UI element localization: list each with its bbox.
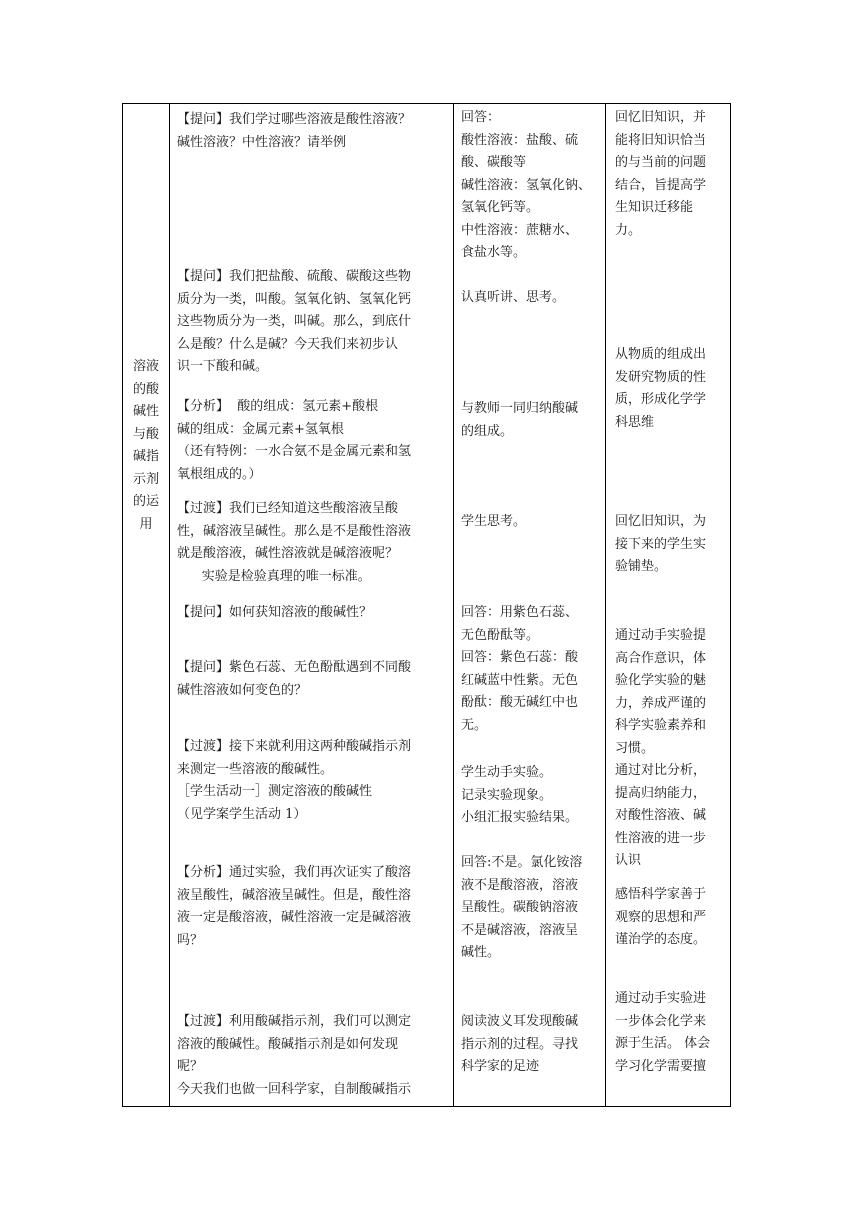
intent-block-1	[615, 107, 727, 242]
text-line: 认真听讲、思考。	[461, 290, 566, 305]
text-line: 从物质的组成出	[615, 347, 707, 362]
text-line: （还有特例：一水合氨不是金属元素和氢	[177, 444, 412, 459]
text-line: 识一下酸和碱。	[177, 359, 269, 374]
text-line: 接下来的学生实	[615, 536, 707, 552]
text-line: 认识	[615, 853, 642, 868]
text-line: 红碱蓝中性紫。无色	[461, 672, 579, 688]
text-line: 碱的组成：金属元素+氢氧根	[177, 421, 344, 437]
text-line: 通过动手实验进	[615, 991, 707, 1006]
text-line: 回忆旧知识，为	[615, 514, 707, 529]
text-line: 就是酸溶液，碱性溶液就是碱溶液呢？	[177, 546, 399, 561]
text-line: 【提问】紫色石蕊、无色酚酞遇到不同酸	[177, 660, 412, 675]
text-line: 碱性。	[461, 945, 501, 960]
text-line: 小组汇报实验结果。	[461, 810, 579, 825]
text-line: 氢氧化钙等。	[461, 200, 540, 215]
student-block-4	[461, 511, 605, 534]
text-line: 感悟科学家善于	[615, 887, 707, 902]
text-line: 食盐水等。	[461, 245, 527, 260]
text-line: 的组成。	[461, 423, 514, 439]
text-line: 溶液的酸碱性。酸碱指示剂是如何发现	[177, 1036, 399, 1052]
text-line: 一步体会化学来	[615, 1013, 707, 1029]
text-line: 科学实验素养和	[615, 718, 707, 733]
topic-line: 示剂	[132, 471, 159, 487]
text-line: 阅读波义耳发现酸碱	[461, 1014, 579, 1029]
teacher-block-4	[177, 498, 453, 588]
text-line: 谨治学的态度。	[615, 932, 707, 947]
text-line: 实验是检验真理的唯一标准。	[177, 568, 371, 584]
text-line: 回忆旧知识，并	[615, 110, 707, 125]
text-line: 回答：紫色石蕊：酸	[461, 650, 579, 665]
text-line: 生知识迁移能	[615, 200, 694, 215]
intent-block-5	[615, 884, 727, 952]
teacher-block-2	[177, 266, 453, 379]
text-line: 性，碱溶液呈碱性。那么是不是酸性溶液	[177, 523, 412, 539]
text-line: 酸、碳酸等	[461, 155, 527, 170]
text-line: 呈酸性。碳酸钠溶液	[461, 900, 579, 915]
text-line: 能将旧知识恰当	[615, 132, 707, 148]
text-line: 碱性溶液如何变色的？	[177, 682, 308, 698]
student-block-3	[461, 398, 605, 443]
student-block-1	[461, 107, 605, 265]
text-line: 中性溶液：蔗糖水、	[461, 222, 579, 238]
text-line: 力。	[615, 222, 642, 238]
text-line: 质分为一类，叫酸。氢氧化钠、氢氧化钙	[177, 291, 412, 307]
text-line: （见学案学生活动 1）	[177, 806, 307, 822]
teacher-block-6	[177, 657, 453, 702]
column-divider	[605, 104, 606, 1106]
text-line: 与教师一同归纳酸碱	[461, 401, 579, 416]
text-line: 今天我们也做一回科学家，自制酸碱指示	[177, 1081, 412, 1097]
student-block-7	[461, 852, 605, 965]
text-line: 氧根组成的。）	[177, 466, 262, 482]
text-line: 液呈酸性，碱溶液呈碱性。但是，酸性溶	[177, 887, 412, 903]
text-line: 无。	[461, 717, 488, 733]
text-line: 液不是酸溶液，溶液	[461, 877, 579, 893]
teacher-block-8	[177, 862, 453, 952]
text-line: 液一定是酸溶液，碱性溶液一定是碱溶液	[177, 910, 412, 925]
text-line: 【过渡】我们已经知道这些酸溶液呈酸	[177, 501, 399, 516]
text-line: 【提问】我们学过哪些溶液是酸性溶液？	[177, 112, 412, 127]
teacher-block-7	[177, 736, 453, 826]
text-line: 科思维	[615, 414, 655, 430]
text-line: 回答：用紫色石蕊、	[461, 605, 579, 620]
teacher-block-5	[177, 602, 453, 625]
text-line: 无色酚酞等。	[461, 627, 540, 643]
text-line: 不是碱溶液，溶液呈	[461, 922, 579, 938]
student-block-5	[461, 602, 605, 737]
topic-line: 碱指	[132, 449, 159, 464]
text-line: 对酸性溶液、碱	[615, 808, 707, 823]
lesson-table	[122, 103, 731, 1107]
intent-block-4	[615, 625, 727, 873]
intent-block-6	[615, 988, 727, 1078]
text-line: 提高归纳能力，	[615, 785, 707, 801]
text-line: 回答:不是。氯化铵溶	[461, 855, 583, 870]
text-line: 通过对比分析，	[615, 763, 707, 778]
student-block-8	[461, 1011, 605, 1079]
teacher-block-1	[177, 109, 453, 154]
text-line: 酸性溶液：盐酸、硫	[461, 132, 579, 148]
text-line: 吗？	[177, 932, 204, 948]
text-line: 【提问】如何获知溶液的酸碱性？	[177, 605, 373, 620]
student-block-2	[461, 287, 605, 310]
text-line: 碱性溶液：氢氧化钠、	[461, 177, 592, 193]
text-line: 【分析】通过实验，我们再次证实了酸溶	[177, 865, 412, 880]
text-line: 指示剂的过程。寻找	[461, 1036, 579, 1052]
text-line: 【提问】我们把盐酸、硫酸、碳酸这些物	[177, 269, 412, 284]
text-line: 通过动手实验提	[615, 628, 707, 643]
text-line: 结合，旨提高学	[615, 177, 707, 193]
text-line: 【过渡】利用酸碱指示剂，我们可以测定	[177, 1014, 412, 1029]
text-line: 科学家的足迹	[461, 1059, 540, 1074]
text-line: 学生思考。	[461, 514, 527, 529]
topic-line: 溶液	[132, 359, 159, 374]
text-line: 记录实验现象。	[461, 787, 553, 803]
text-line: 么是酸？什么是碱？今天我们来初步认	[177, 336, 399, 352]
text-line: 验化学实验的魅	[615, 673, 707, 688]
text-line: 来测定一些溶液的酸碱性。	[177, 761, 334, 777]
intent-block-2	[615, 344, 727, 434]
topic-cell	[123, 356, 169, 536]
text-line: 验铺垫。	[615, 559, 668, 574]
text-line: 学生动手实验。	[461, 765, 553, 780]
text-line: 呢？	[177, 1059, 204, 1074]
text-line: 酚酞：酸无碱红中也	[461, 695, 579, 710]
intent-block-3	[615, 511, 727, 579]
text-line: 发研究物质的性	[615, 369, 707, 385]
text-line: 的与当前的问题	[615, 155, 707, 170]
text-line: 【过渡】接下来就利用这两种酸碱指示剂	[177, 739, 412, 754]
topic-line: 的酸	[132, 381, 159, 397]
text-line: 观察的思想和严	[615, 909, 707, 925]
column-divider	[169, 104, 170, 1106]
teacher-block-9	[177, 1011, 453, 1101]
text-line: 源于生活。 体会	[615, 1036, 711, 1051]
text-line: 力，养成严谨的	[615, 695, 707, 711]
student-block-6	[461, 762, 605, 830]
topic-line: 碱性	[132, 404, 159, 419]
text-line: 这些物质分为一类，叫碱。那么，到底什	[177, 314, 412, 329]
text-line: 回答：	[461, 110, 501, 125]
text-line: 质，形成化学学	[615, 392, 707, 407]
text-line: ［学生活动一］测定溶液的酸碱性	[177, 784, 373, 799]
topic-line: 用	[139, 516, 153, 532]
topic-line: 与酸	[132, 426, 159, 442]
text-line: 性溶液的进一步	[615, 830, 707, 846]
text-line: 学习化学需要擅	[615, 1058, 707, 1074]
text-line: 习惯。	[615, 740, 655, 756]
text-line: 【分析】 酸的组成：氢元素+酸根	[177, 399, 379, 414]
text-line: 碱性溶液？中性溶液？请举例	[177, 134, 347, 150]
column-divider	[453, 104, 454, 1106]
topic-line: 的运	[132, 494, 159, 509]
teacher-block-3	[177, 396, 453, 486]
text-line: 高合作意识，体	[615, 650, 707, 666]
